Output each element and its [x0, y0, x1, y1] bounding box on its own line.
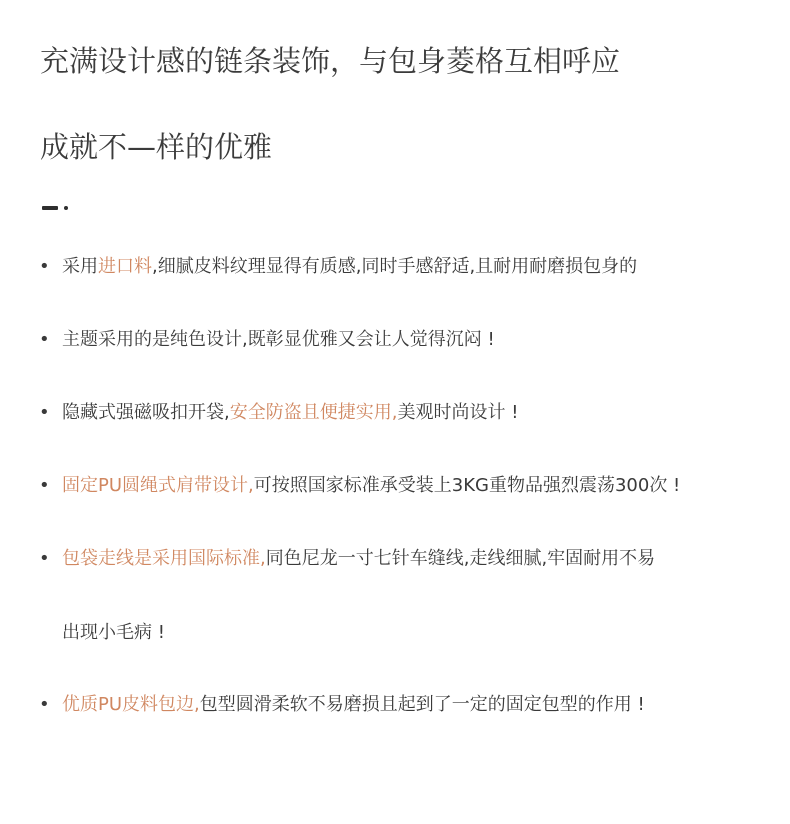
bullet-icon: •: [39, 694, 50, 715]
feature-text-highlight: 包袋走线是采用国际标准,: [62, 548, 266, 569]
bullet-icon: •: [39, 475, 50, 496]
divider-mark: [42, 204, 72, 212]
feature-text-plain: 可按照国家标准承受装上3KG重物品强烈震荡300次 !: [253, 475, 681, 496]
feature-text-highlight: 固定PU圆绳式肩带设计,: [62, 475, 254, 496]
bullet-icon: •: [39, 402, 50, 423]
feature-text-plain: 包型圆滑柔软不易磨损且起到了一定的固定包型的作用 !: [199, 694, 645, 715]
bullet-icon: •: [39, 548, 50, 569]
divider-dash: [42, 206, 58, 210]
feature-text: [62, 254, 637, 280]
feature-text-plain: ,细腻皮料纹理显得有质感,同时手感舒适,且耐用耐磨损包身的: [152, 256, 638, 277]
feature-text: [62, 692, 645, 718]
feature-text-plain: 隐藏式强磁吸扣开袋,: [62, 402, 230, 423]
feature-text: [62, 327, 495, 353]
page-title-line-2: 成就不—样的优雅: [40, 130, 273, 164]
feature-text-plain: 采用: [62, 256, 98, 277]
feature-text: [62, 620, 165, 646]
feature-text-highlight: 进口料: [98, 256, 152, 277]
feature-text-plain: 主题采用的是纯色设计,既彰显优雅又会让人觉得沉闷 !: [62, 329, 495, 350]
feature-text-highlight: 优质PU皮料包边,: [62, 694, 200, 715]
divider-dot: [64, 206, 68, 210]
feature-text-plain: 出现小毛病 !: [62, 622, 165, 643]
feature-text-plain: 美观时尚设计 !: [397, 402, 519, 423]
feature-text: [62, 400, 518, 426]
feature-text: [62, 473, 680, 499]
feature-text-plain: 同色尼龙一寸七针车缝线,走线细腻,牢固耐用不易: [265, 548, 656, 569]
page-title-line-1: 充满设计感的链条装饰，与包身菱格互相呼应: [40, 44, 621, 78]
bullet-icon: •: [39, 256, 50, 277]
bullet-icon: •: [39, 329, 50, 350]
feature-text-highlight: 安全防盗且便捷实用,: [229, 402, 398, 423]
feature-text: [62, 546, 655, 572]
